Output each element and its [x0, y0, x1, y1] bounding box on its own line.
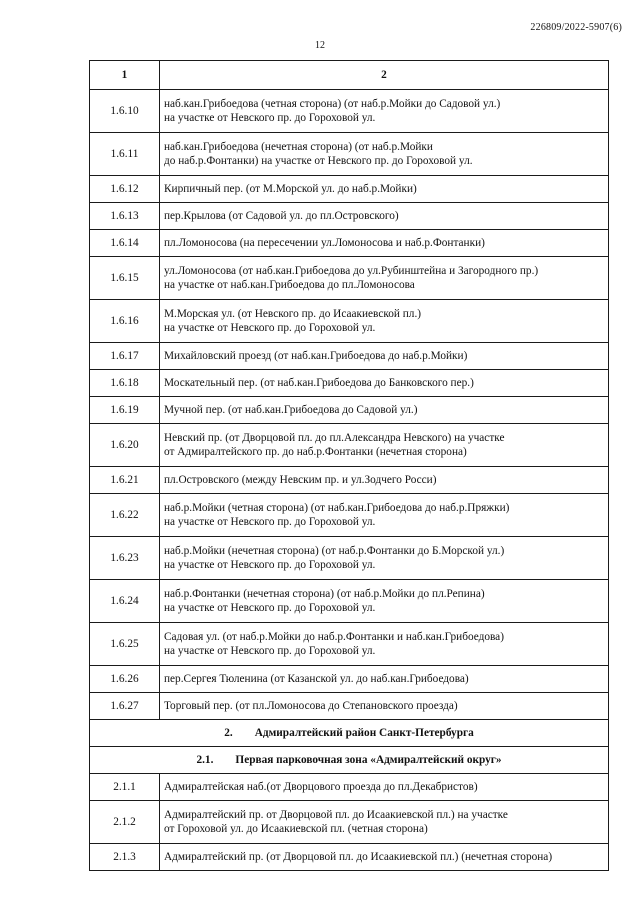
description-line: пл.Островского (между Невским пр. и ул.Зодчего Росси) — [164, 473, 437, 486]
table-row — [90, 844, 609, 871]
section-heading — [90, 720, 609, 747]
description-line: Торговый пер. (от пл.Ломоносова до Степановского проезда) — [164, 699, 458, 712]
table-row — [90, 693, 609, 720]
row-number: 1.6.17 — [90, 343, 160, 370]
row-description — [160, 774, 609, 801]
row-number: 1.6.26 — [90, 666, 160, 693]
description-line: на участке от Невского пр. до Гороховой ул. — [164, 322, 376, 334]
description-line: наб.кан.Грибоедова (четная сторона) (от наб.р.Мойки до Садовой ул.) — [164, 97, 501, 110]
row-description — [160, 133, 609, 176]
row-description — [160, 90, 609, 133]
row-description — [160, 424, 609, 467]
table-row — [90, 300, 609, 343]
description-line: Адмиралтейская наб.(от Дворцового проезда до пл.Декабристов) — [164, 780, 478, 793]
description-line: наб.р.Мойки (четная сторона) (от наб.кан.Грибоедова до наб.р.Пряжки) — [164, 501, 510, 514]
row-description — [160, 801, 609, 844]
row-description — [160, 343, 609, 370]
row-number: 1.6.16 — [90, 300, 160, 343]
description-line: М.Морская ул. (от Невского пр. до Исаакиевской пл.) — [164, 307, 422, 320]
row-description — [160, 467, 609, 494]
table-header-row — [90, 61, 609, 90]
description-line: на участке от Невского пр. до Гороховой ул. — [164, 516, 376, 528]
description-line: на участке от Невского пр. до Гороховой ул. — [164, 112, 376, 124]
row-description — [160, 580, 609, 623]
table-row — [90, 257, 609, 300]
description-line: Садовая ул. (от наб.р.Мойки до наб.р.Фонтанки и наб.кан.Грибоедова) — [164, 630, 504, 643]
table-row — [90, 666, 609, 693]
table-row — [90, 203, 609, 230]
subsection-title: Первая парковочная зона «Адмиралтейский округ» — [235, 753, 502, 766]
row-number: 1.6.19 — [90, 397, 160, 424]
table-row — [90, 623, 609, 666]
row-number: 2.1.1 — [90, 774, 160, 801]
description-line: Михайловский проезд (от наб.кан.Грибоедова до наб.р.Мойки) — [164, 349, 468, 362]
row-number: 1.6.25 — [90, 623, 160, 666]
row-description — [160, 623, 609, 666]
row-number: 1.6.15 — [90, 257, 160, 300]
row-number: 1.6.10 — [90, 90, 160, 133]
description-line: от Гороховой ул. до Исаакиевской пл. (четная сторона) — [164, 823, 428, 835]
description-line: Адмиралтейский пр. от Дворцовой пл. до Исаакиевской пл.) на участке — [164, 808, 508, 821]
section-number: 2. — [224, 726, 233, 739]
description-line: Адмиралтейский пр. (от Дворцовой пл. до Исаакиевской пл.) (нечетная сторона) — [164, 850, 553, 863]
description-line: наб.р.Фонтанки (нечетная сторона) (от наб.р.Мойки до пл.Репина) — [164, 587, 485, 600]
row-description — [160, 666, 609, 693]
description-line: на участке от Невского пр. до Гороховой ул. — [164, 602, 376, 614]
description-line: наб.р.Мойки (нечетная сторона) (от наб.р.Фонтанки до Б.Морской ул.) — [164, 544, 505, 557]
row-description — [160, 397, 609, 424]
row-number: 1.6.12 — [90, 176, 160, 203]
row-number: 1.6.18 — [90, 370, 160, 397]
description-line: Мучной пер. (от наб.кан.Грибоедова до Садовой ул.) — [164, 403, 418, 416]
table-body — [90, 61, 609, 871]
row-number: 2.1.2 — [90, 801, 160, 844]
description-line: пл.Ломоносова (на пересечении ул.Ломоносова и наб.р.Фонтанки) — [164, 236, 485, 249]
description-line: на участке от Невского пр. до Гороховой ул. — [164, 645, 376, 657]
table-row — [90, 176, 609, 203]
row-description — [160, 537, 609, 580]
table-row — [90, 133, 609, 176]
column-header-1: 1 — [90, 61, 160, 90]
row-description — [160, 844, 609, 871]
table-row — [90, 537, 609, 580]
description-line: ул.Ломоносова (от наб.кан.Грибоедова до ул.Рубинштейна и Загородного пр.) — [164, 264, 539, 277]
table-row — [90, 370, 609, 397]
description-line: наб.кан.Грибоедова (нечетная сторона) (от наб.р.Мойки — [164, 140, 433, 153]
row-number: 1.6.14 — [90, 230, 160, 257]
column-header-2: 2 — [160, 61, 609, 90]
table-row — [90, 494, 609, 537]
page-number: 12 — [315, 40, 325, 51]
row-number: 1.6.22 — [90, 494, 160, 537]
description-line: от Адмиралтейского пр. до наб.р.Фонтанки (нечетная сторона) — [164, 446, 467, 458]
table-row — [90, 424, 609, 467]
description-line: на участке от Невского пр. до Гороховой ул. — [164, 559, 376, 571]
row-number: 1.6.24 — [90, 580, 160, 623]
row-description — [160, 257, 609, 300]
streets-table — [89, 60, 609, 871]
document-id: 226809/2022-5907(6) — [530, 22, 622, 33]
table-row — [90, 801, 609, 844]
description-line: Москательный пер. (от наб.кан.Грибоедова до Банковского пер.) — [164, 376, 474, 389]
description-line: до наб.р.Фонтанки) на участке от Невского пр. до Гороховой ул. — [164, 155, 473, 167]
row-number: 2.1.3 — [90, 844, 160, 871]
row-number: 1.6.13 — [90, 203, 160, 230]
row-description — [160, 230, 609, 257]
table-row — [90, 580, 609, 623]
row-number: 1.6.27 — [90, 693, 160, 720]
row-description — [160, 494, 609, 537]
row-description — [160, 693, 609, 720]
row-description — [160, 203, 609, 230]
table-row — [90, 774, 609, 801]
table-row — [90, 343, 609, 370]
description-line: пер.Крылова (от Садовой ул. до пл.Островского) — [164, 209, 399, 222]
table-row — [90, 397, 609, 424]
description-line: пер.Сергея Тюленина (от Казанской ул. до наб.кан.Грибоедова) — [164, 672, 469, 685]
row-number: 1.6.20 — [90, 424, 160, 467]
subsection-heading — [90, 747, 609, 774]
row-description — [160, 370, 609, 397]
table-row — [90, 90, 609, 133]
description-line: Невский пр. (от Дворцовой пл. до пл.Александра Невского) на участке — [164, 431, 505, 444]
description-line: на участке от наб.кан.Грибоедова до пл.Ломоносова — [164, 279, 415, 291]
row-number: 1.6.11 — [90, 133, 160, 176]
row-description — [160, 176, 609, 203]
row-number: 1.6.21 — [90, 467, 160, 494]
row-description — [160, 300, 609, 343]
subsection-number: 2.1. — [196, 753, 214, 766]
table-row — [90, 230, 609, 257]
table-row — [90, 467, 609, 494]
section-row — [90, 720, 609, 747]
description-line: Кирпичный пер. (от М.Морской ул. до наб.р.Мойки) — [164, 182, 417, 195]
row-number: 1.6.23 — [90, 537, 160, 580]
subsection-row — [90, 747, 609, 774]
section-title: Адмиралтейский район Санкт-Петербурга — [254, 726, 474, 739]
